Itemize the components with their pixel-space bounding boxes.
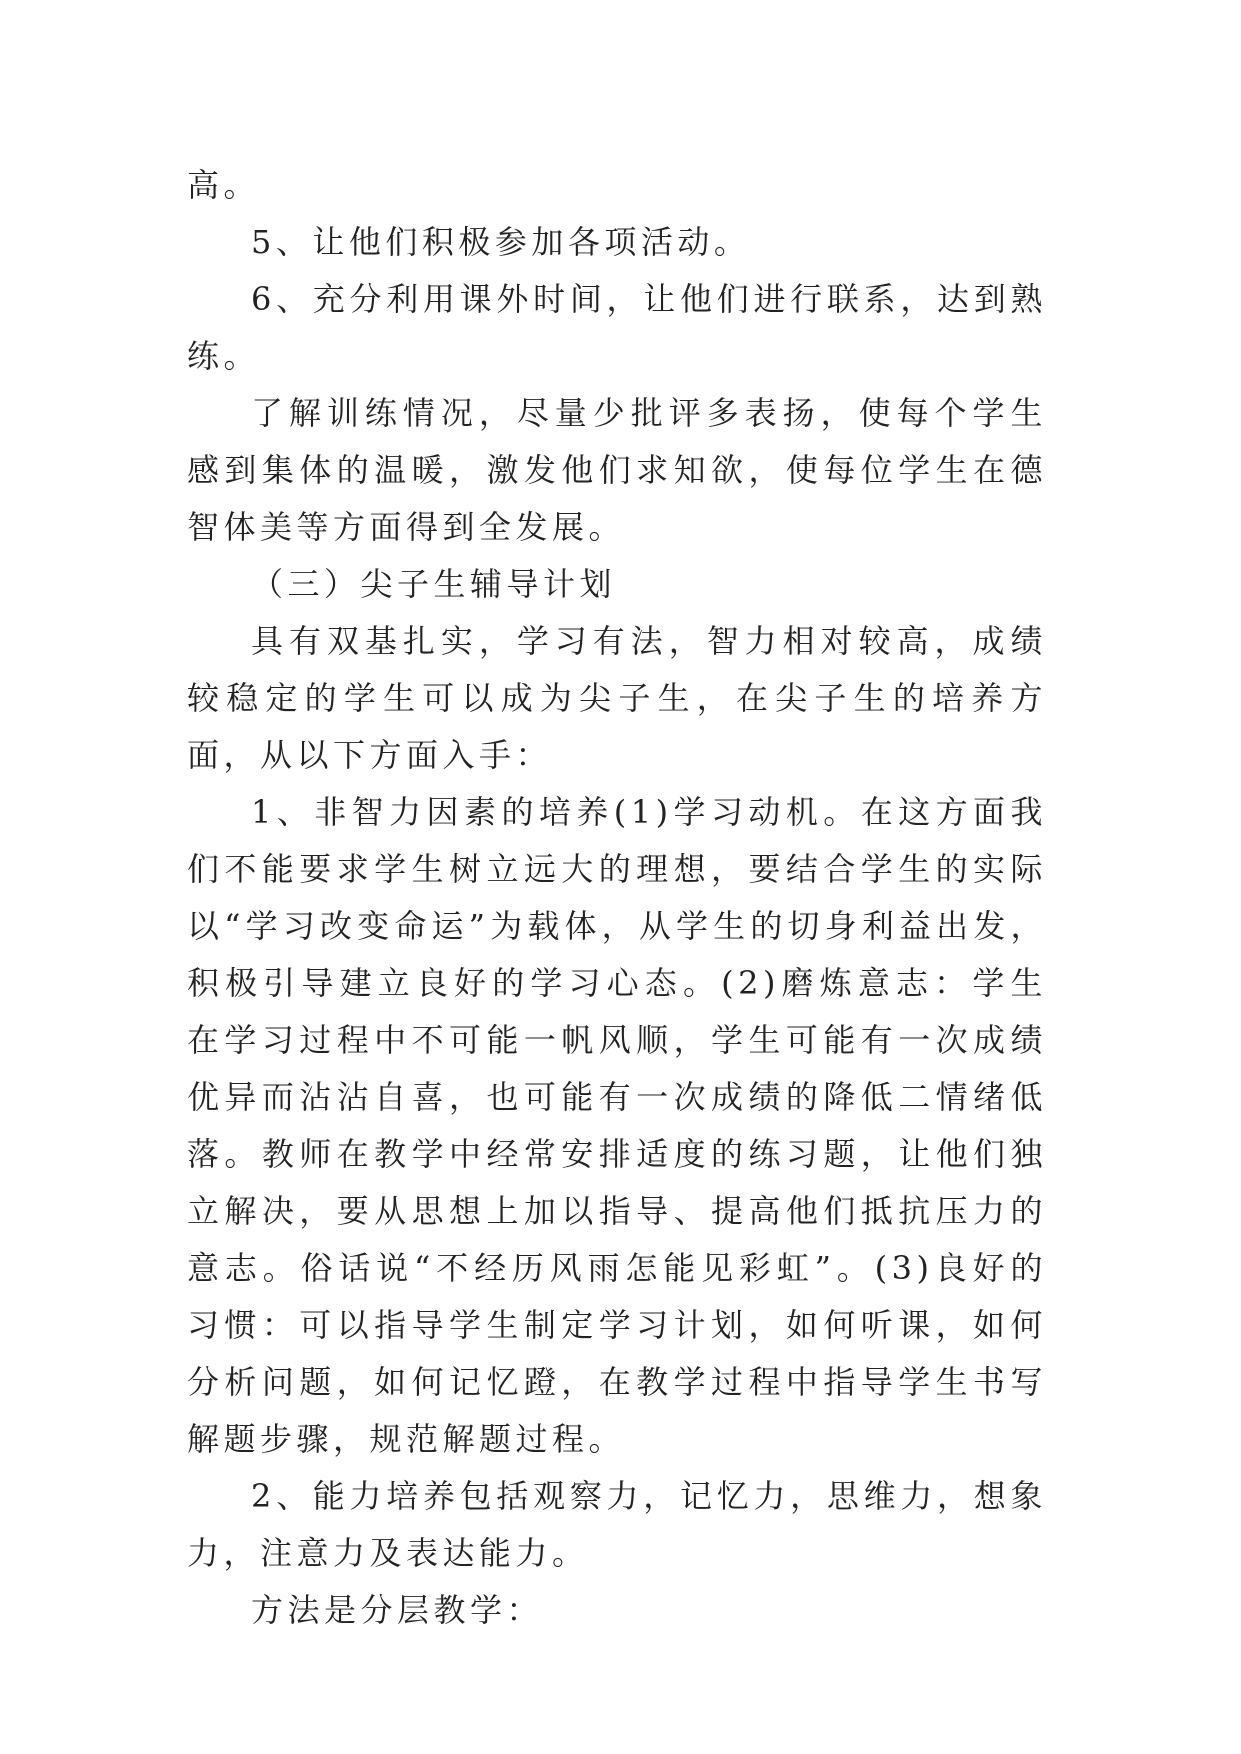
paragraph-9: 方法是分层教学： (251, 1591, 544, 1629)
paragraph-3: 6、充分利用课外时间，让他们进行联系，达到熟练。 (187, 280, 1047, 375)
paragraph-1: 高。 (187, 166, 261, 204)
paragraph-2: 5、让他们积极参加各项活动。 (251, 223, 751, 261)
paragraph-6: 具有双基扎实，学习有法，智力相对较高，成绩较稳定的学生可以成为尖子生，在尖子生的培养方面，从以下方面入手： (187, 622, 1047, 774)
paragraph-7: 1、非智力因素的培养(1)学习动机。在这方面我们不能要求学生树立远大的理想，要结合学生的实际以“学习改变命运”为载体，从学生的切身利益出发，积极引导建立良好的学习心态。(2)磨炼意志：学生在学习过程中不可能一帆风顺，学生可能有一次成绩优异而沾沾自喜，也可能有一次成绩的降低二情绪低落。教师在教学中经常安排适度的练习题，让他们独立解决，要从思想上加以指导、提高他们抵抗压力的意志。俗话说“不经历风雨怎能见彩虹”。(3)良好的习惯：可以指导学生制定学习计划，如何听课，如何分析问题，如何记忆蹬，在教学过程中指导学生书写解题步骤，规范解题过程。 (187, 793, 1047, 1458)
paragraph-4: 了解训练情况，尽量少批评多表扬，使每个学生感到集体的温暖，激发他们求知欲，使每位学生在德智体美等方面得到全发展。 (187, 394, 1047, 546)
paragraph-8: 2、能力培养包括观察力，记忆力，思维力，想象力，注意力及表达能力。 (187, 1477, 1047, 1572)
section-heading: （三）尖子生辅导计划 (251, 565, 617, 603)
document-body (187, 157, 1047, 1639)
